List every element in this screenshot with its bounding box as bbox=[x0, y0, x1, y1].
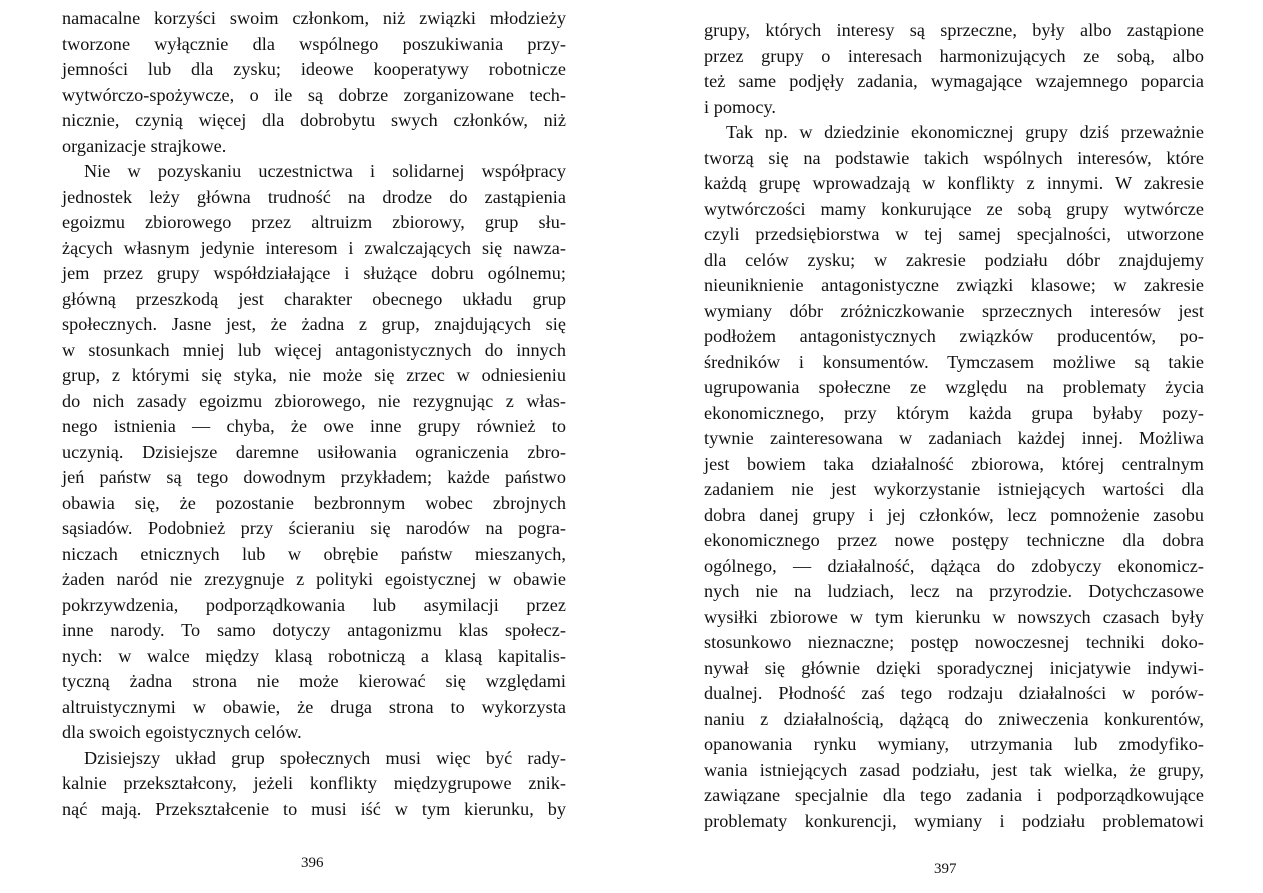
text-line: w stosunkach mniej lub więcej antagonistycznych do innych bbox=[62, 339, 566, 360]
text-line: zadaniem nie jest wykorzystanie istniejących wartości dla bbox=[704, 479, 1204, 499]
text-line: dobra danej grupy i jej członków, lecz pomnożenie zasobu bbox=[704, 504, 1204, 525]
text-line: jeń państw są tego dowodnym przykładem; każde państwo bbox=[62, 467, 566, 487]
text-line: Dzisiejszy układ grup społecznych musi więc być rady- bbox=[84, 747, 566, 768]
text-line: nego istnienia — chyba, że owe inne grupy również to bbox=[62, 416, 566, 436]
text-line: ekonomicznego, przy którym każda grupa byłaby pozy- bbox=[704, 402, 1204, 423]
text-line: Nie w pozyskaniu uczestnictwa i solidarnej współpracy bbox=[84, 161, 566, 181]
text-line: i pomocy. bbox=[704, 96, 777, 117]
page-number: 397 bbox=[934, 861, 957, 877]
text-line: kalnie przekształcony, jeżeli konflikty międzygrupowe znik- bbox=[62, 773, 566, 793]
text-line: tworzą się na podstawie takich wspólnych interesów, które bbox=[704, 147, 1204, 168]
text-line: jemności lub dla zysku; ideowe kooperatywy robotnicze bbox=[62, 59, 566, 79]
text-line: główną przeszkodą jest charakter obecnego układu grup bbox=[62, 288, 566, 309]
text-line: tywnie zainteresowana w zadaniach każdej innej. Możliwa bbox=[704, 428, 1204, 448]
text-line: wania istniejących zasad podziału, jest tak wielka, że grupy, bbox=[704, 759, 1204, 780]
right-page bbox=[632, 0, 1263, 893]
text-line: Tak np. w dziedzinie ekonomicznej grupy dziś przeważnie bbox=[726, 122, 1204, 142]
text-line: opanowania rynku wymiany, utrzymania lub zmodyfiko- bbox=[704, 734, 1204, 754]
text-line: naniu z działalnością, dążącą do zniweczenia konkurentów, bbox=[704, 708, 1204, 729]
text-line: tyczną żadna strona nie może kierować się względami bbox=[62, 671, 566, 691]
text-line: jem przez grupy współdziałające i służące dobru ogólnemu; bbox=[62, 263, 566, 283]
text-line: inne narody. To samo dotyczy antagonizmu klas społecz- bbox=[62, 620, 566, 640]
text-line: wymiany dóbr zróżniczkowanie sprzecznych interesów jest bbox=[704, 300, 1204, 321]
text-line: pokrzywdzenia, podporządkowania lub asymilacji przez bbox=[62, 594, 566, 615]
text-line: wytwórczo-spożywcze, o ile są dobrze zorganizowane tech- bbox=[62, 84, 566, 105]
text-line: też same podjęły zadania, wymagające wzajemnego poparcia bbox=[704, 71, 1204, 91]
text-line: nicznie, czynią więcej dla dobrobytu swych członków, niż bbox=[62, 110, 566, 130]
left-page bbox=[0, 0, 631, 893]
text-line: jest bowiem taka działalność zbiorowa, której centralnym bbox=[704, 453, 1204, 474]
text-line: grupy, których interesy są sprzeczne, były albo zastąpione bbox=[704, 20, 1204, 40]
text-line: żaden naród nie zrezygnuje z polityki egoistycznej w obawie bbox=[62, 569, 566, 589]
text-line: wysiłki zbiorowe w tym kierunku w nowszych czasach były bbox=[704, 606, 1204, 627]
text-line: tworzone wyłącznie dla wspólnego poszukiwania przy- bbox=[62, 33, 566, 54]
text-line: stosunkowo nieznaczne; postęp nowoczesnej techniki doko- bbox=[704, 632, 1204, 652]
text-line: wytwórczości mamy konkurujące ze sobą grupy wytwórcze bbox=[704, 198, 1204, 219]
text-line: zawiązane specjalnie dla tego zadania i podporządkowujące bbox=[704, 785, 1204, 805]
text-line: nąć mają. Przekształcenie to musi iść w tym kierunku, by bbox=[62, 798, 566, 819]
text-line: podłożem antagonistycznych związków producentów, po- bbox=[704, 326, 1204, 346]
text-line: nych: w walce między klasą robotniczą a klasą kapitalis- bbox=[62, 645, 566, 666]
text-line: ugrupowania społeczne ze względu na problematy życia bbox=[704, 377, 1204, 397]
page-number: 396 bbox=[301, 855, 324, 871]
text-line: każdą grupę wprowadzają w konflikty z innymi. W zakresie bbox=[704, 173, 1204, 193]
text-line: ogólnego, — działalność, dążąca do zdobyczy ekonomicz- bbox=[704, 555, 1204, 576]
text-line: przez grupy o interesach harmonizujących ze sobą, albo bbox=[704, 45, 1204, 66]
text-line: ekonomicznego przez nowe postępy techniczne dla dobra bbox=[704, 530, 1204, 550]
text-line: do nich zasady egoizmu zbiorowego, nie rezygnując z włas- bbox=[62, 390, 566, 411]
text-line: uczynią. Dzisiejsze daremne usiłowania ograniczenia zbro- bbox=[62, 441, 566, 462]
text-line: nieuniknienie antagonistyczne związki klasowe; w zakresie bbox=[704, 275, 1204, 295]
text-line: jednostek leży główna trudność na drodze do zastąpienia bbox=[62, 186, 566, 207]
text-line: grup, z którymi się styka, nie może się zrzec w odniesieniu bbox=[62, 365, 566, 385]
text-line: nywał się głównie dzięki sporadycznej inicjatywie indywi- bbox=[704, 657, 1204, 678]
text-line: średników i konsumentów. Tymczasem możliwe są takie bbox=[704, 351, 1204, 372]
text-line: dualnej. Płodność zaś tego rodzaju działalności w porów- bbox=[704, 683, 1204, 703]
text-line: egoizmu zbiorowego przez altruizm zbiorowy, grup słu- bbox=[62, 212, 566, 232]
text-line: altruistycznymi w obawie, że druga strona to wykorzysta bbox=[62, 696, 566, 717]
text-line: organizacje strajkowe. bbox=[62, 135, 227, 156]
text-line: żących własnym jedynie interesom i zwalczających się nawza- bbox=[62, 237, 566, 258]
text-line: dla celów zysku; w zakresie podziału dóbr znajdujemy bbox=[704, 249, 1204, 270]
text-line: namacalne korzyści swoim członkom, niż związki młodzieży bbox=[62, 8, 566, 28]
text-line: nych nie na ludziach, lecz na przyrodzie. Dotychczasowe bbox=[704, 581, 1204, 601]
text-line: niczach etnicznych lub w obrębie państw mieszanych, bbox=[62, 543, 566, 564]
text-line: sąsiadów. Podobnież przy ścieraniu się narodów na pogra- bbox=[62, 518, 566, 538]
text-line: problematy konkurencji, wymiany i podziału problematowi bbox=[704, 810, 1204, 831]
text-line: dla swoich egoistycznych celów. bbox=[62, 722, 302, 742]
text-line: społecznych. Jasne jest, że żadna z grup, znajdujących się bbox=[62, 314, 566, 334]
text-line: czyli przedsiębiorstwa w tej samej specjalności, utworzone bbox=[704, 224, 1204, 244]
text-line: obawia się, że pozostanie bezbronnym wobec zbrojnych bbox=[62, 492, 566, 513]
